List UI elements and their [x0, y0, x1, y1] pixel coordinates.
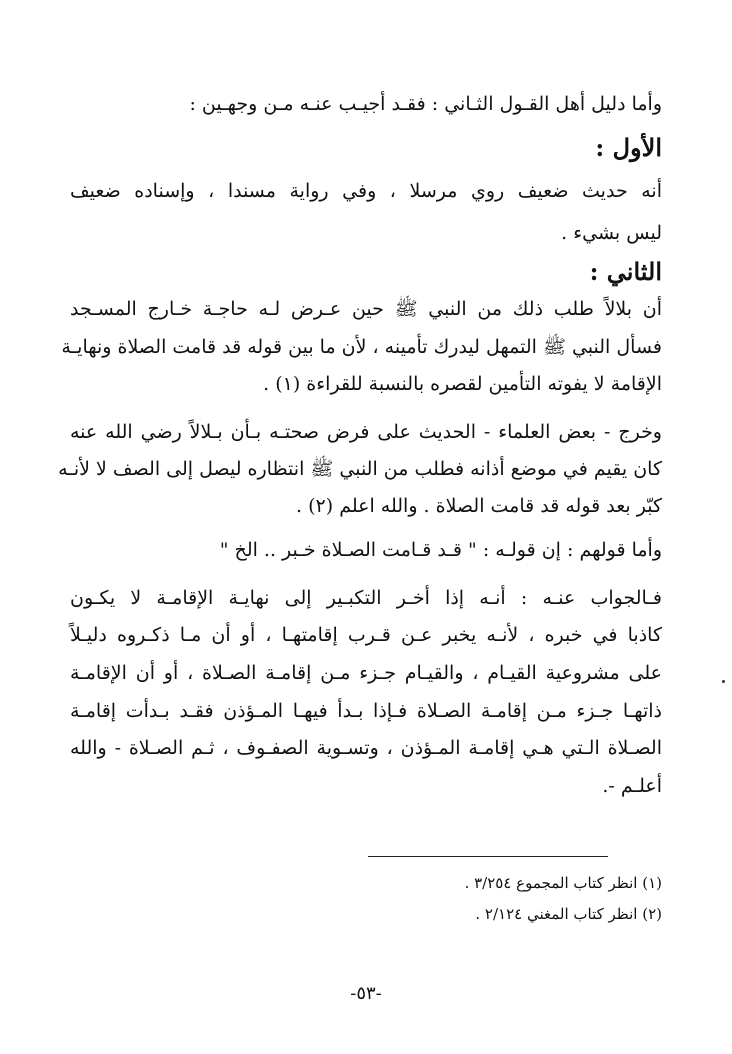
paragraph-line-6: الإقامة لا يفوته التأمين لقصره بالنسبة للقراءة (١) .: [263, 373, 662, 395]
page-number: -٥٣-: [350, 983, 382, 1004]
paragraph-line-8: كان يقيم في موضع أذانه فطلب من النبي ﷺ انتظاره ليصل إلى الصف لا لأنـه: [58, 458, 662, 480]
paragraph-line-16: أعلـم -.: [602, 775, 662, 797]
paragraph-line-10: وأما قولهم : إن قولـه : " قـد قـامت الصـلاة خـبر .. الخ ": [219, 539, 662, 561]
paragraph-line-5: فسأل النبي ﷺ التمهل ليدرك تأمينه ، لأن ما بين قوله قد قامت الصلاة ونهايـة: [61, 336, 662, 358]
heading-first: الأول :: [595, 133, 662, 162]
paragraph-line-9: كبّر بعد قوله قد قامت الصلاة . والله اعلم (٢) .: [296, 495, 662, 517]
footnote-1: (١) انظر كتاب المجموع ٣/٢٥٤ .: [464, 874, 662, 892]
paragraph-line-14: ذاتهـا جـزء مـن إقامـة الصـلاة فـإذا بـدأ فيهـا المـؤذن فقـد بـدأت إقامـة: [70, 700, 662, 722]
paragraph-line-15: الصـلاة الـتي هـي إقامـة المـؤذن ، وتسـوية الصفـوف ، ثـم الصـلاة - والله: [70, 737, 662, 759]
paragraph-line-12: كاذبا في خبره ، لأنـه يخبر عـن قـرب إقامتهـا ، أو أن مـا ذكـروه دليـلاً: [70, 624, 662, 646]
paragraph-line-4: أن بلالاً طلب ذلك من النبي ﷺ حين عـرض لـه حاجـة خـارج المسـجد: [70, 298, 662, 320]
paragraph-line-7: وخرج - بعض العلماء - الحديث على فرض صحتـه بـأن بـلالاً رضي الله عنه: [70, 421, 662, 443]
heading-second: الثاني :: [589, 257, 662, 286]
scan-mark: [722, 680, 725, 683]
paragraph-line-11: فـالجواب عنـه : أنـه إذا أخـر التكبـير إلى نهايـة الإقامـة لا يكـون: [70, 587, 662, 609]
paragraph-line-3: ليس بشيء .: [561, 222, 662, 244]
paragraph-line-2: أنه حديث ضعيف روي مرسلا ، وفي رواية مسندا ، وإسناده ضعيف: [70, 180, 662, 202]
paragraph-line-1: وأما دليل أهل القـول الثـاني : فقـد أجيـب عنـه مـن وجهـين :: [189, 93, 662, 115]
footnote-2: (٢) انظر كتاب المغني ٢/١٢٤ .: [475, 905, 662, 923]
paragraph-line-13: على مشروعية القيـام ، والقيـام جـزء مـن إقامـة الصـلاة ، أو أن الإقامـة: [70, 662, 662, 684]
footnote-divider: [368, 856, 608, 857]
